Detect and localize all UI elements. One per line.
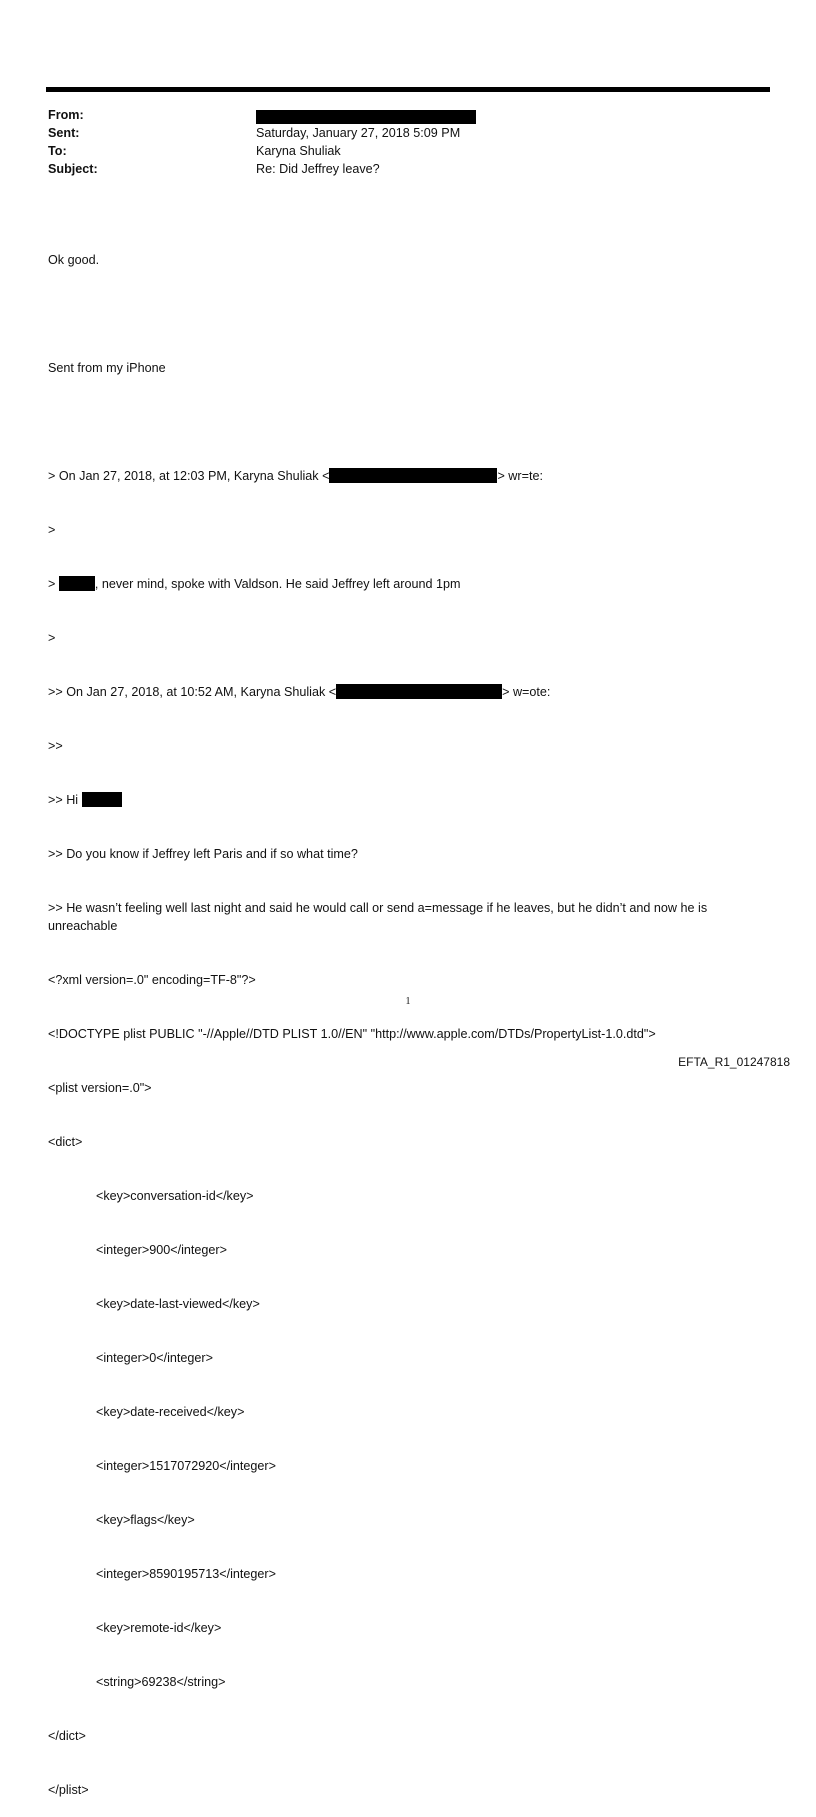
body-line: Ok good. xyxy=(48,253,100,267)
quote-header-2: >> On Jan 27, 2018, at 10:52 AM, Karyna Shuliak < > w=ote: xyxy=(48,685,551,699)
xml-line: <key>remote-id</key> xyxy=(96,1621,222,1635)
from-redaction xyxy=(256,110,476,124)
from-label: From: xyxy=(48,108,84,122)
subject-value: Re: Did Jeffrey leave? xyxy=(256,162,380,176)
sent-value: Saturday, January 27, 2018 5:09 PM xyxy=(256,126,461,140)
page-number: 1 xyxy=(405,996,411,1007)
xml-line: <integer>900</integer> xyxy=(96,1243,227,1257)
xml-line: <integer>1517072920</integer> xyxy=(96,1459,276,1473)
quote-line: >> xyxy=(48,739,63,753)
quote-line: > xyxy=(48,523,56,537)
message-body xyxy=(48,215,770,1817)
quote-line: > , never mind, spoke with Valdson. He said Jeffrey left around 1pm xyxy=(48,577,461,591)
xml-line: <dict> xyxy=(48,1135,83,1149)
quote-line: >> Hi xyxy=(48,791,770,809)
email-redaction xyxy=(336,684,502,699)
name-redaction xyxy=(82,792,122,807)
email-redaction xyxy=(329,468,497,483)
header-rule xyxy=(46,87,770,92)
xml-line: <key>flags</key> xyxy=(96,1513,195,1527)
signature-line: Sent from my iPhone xyxy=(48,361,166,375)
xml-line: <key>date-last-viewed</key> xyxy=(96,1297,260,1311)
subject-label: Subject: xyxy=(48,162,98,176)
quote-line: >> He wasn’t feeling well last night and said he would call or send a=message if he leaves, but he didn’t and now he is unreachable xyxy=(48,901,708,933)
xml-line: <!DOCTYPE plist PUBLIC "-//Apple//DTD PLIST 1.0//EN" "http://www.apple.com/DTDs/PropertyList-1.0.dtd"> xyxy=(48,1027,656,1041)
quote-line: > xyxy=(48,631,56,645)
xml-line: <plist version=.0"> xyxy=(48,1081,152,1095)
sent-label: Sent: xyxy=(48,126,80,140)
xml-line: <?xml version=.0" encoding=TF-8"?> xyxy=(48,973,256,987)
xml-line: <integer>8590195713</integer> xyxy=(96,1567,276,1581)
xml-line: <key>conversation-id</key> xyxy=(96,1189,254,1203)
document-id: EFTA_R1_01247818 xyxy=(678,1055,790,1069)
to-value: Karyna Shuliak xyxy=(256,144,341,158)
xml-line: <key>date-received</key> xyxy=(96,1405,245,1419)
name-redaction xyxy=(59,576,95,591)
quote-line: >> Do you know if Jeffrey left Paris and if so what time? xyxy=(48,847,358,861)
quote-header-1: > On Jan 27, 2018, at 12:03 PM, Karyna Shuliak < > wr=te: xyxy=(48,469,543,483)
xml-line: <string>69238</string> xyxy=(96,1675,226,1689)
to-label: To: xyxy=(48,144,67,158)
xml-line: </plist> xyxy=(48,1783,89,1797)
xml-line: <integer>0</integer> xyxy=(96,1351,213,1365)
xml-line: </dict> xyxy=(48,1729,86,1743)
